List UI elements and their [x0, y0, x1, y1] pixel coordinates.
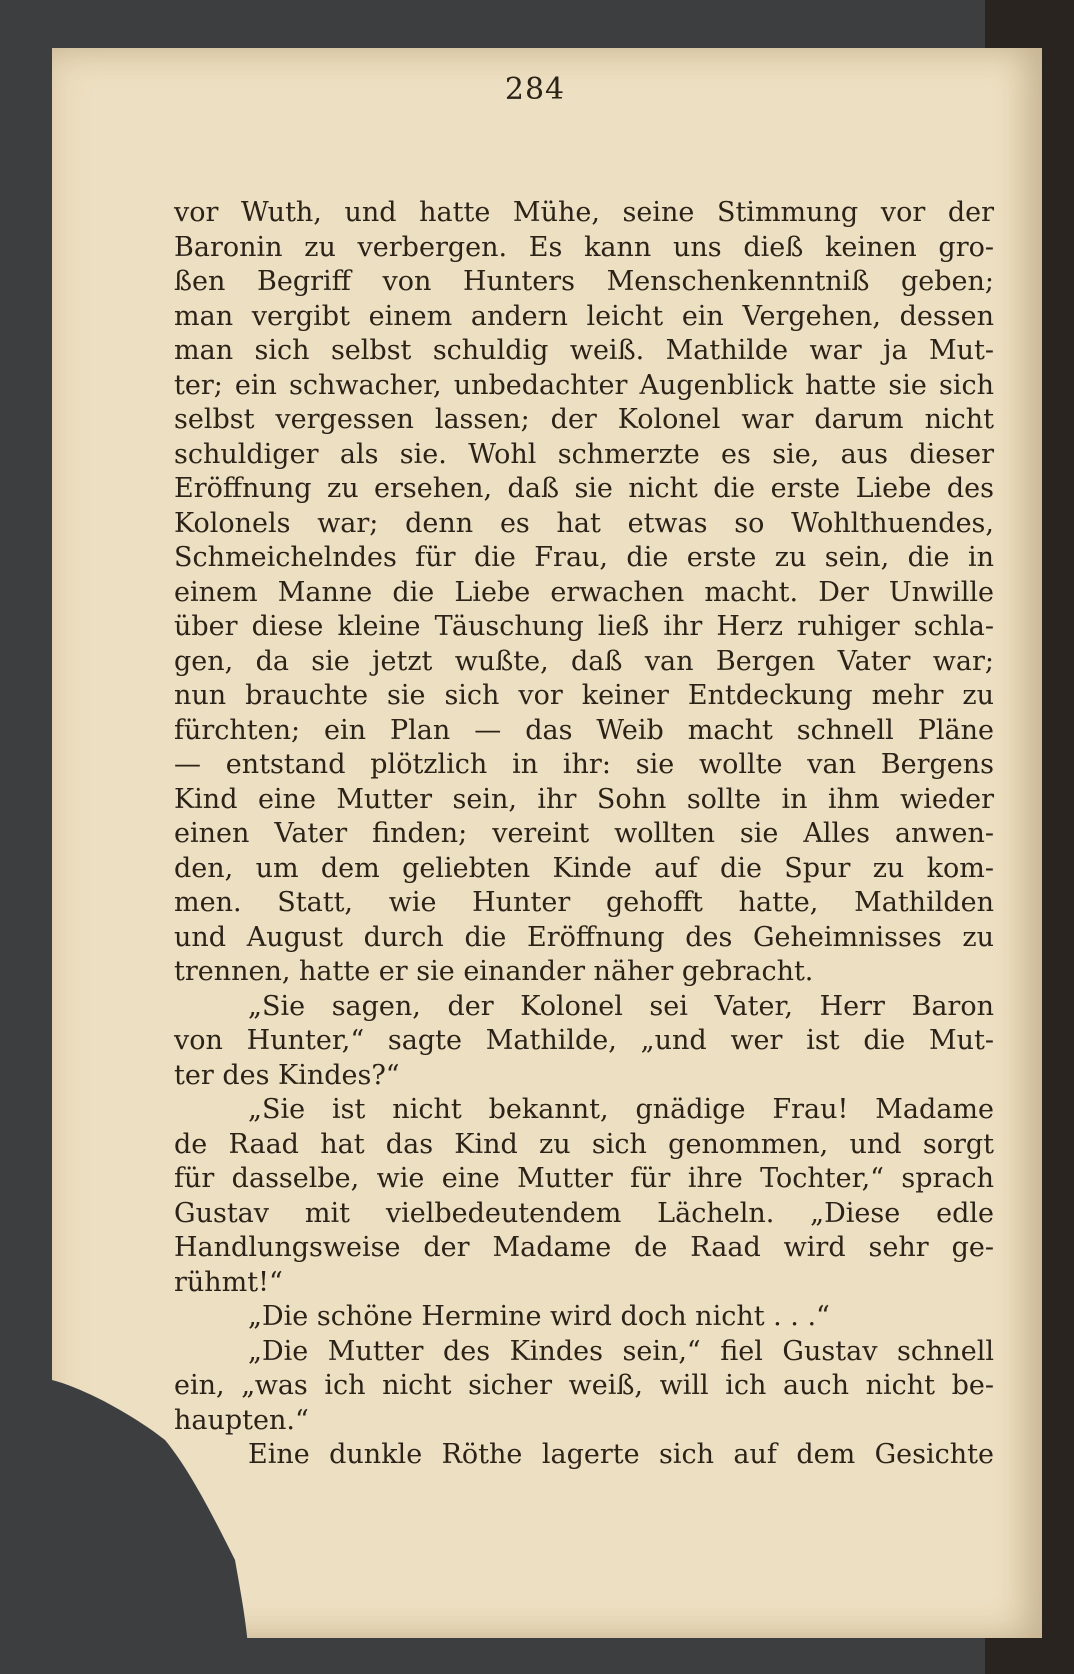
text-line: Baronin zu verbergen. Es kann uns dieß keinen gro- [174, 231, 994, 263]
text-line: von Hunter,“ sagte Mathilde, „und wer ist die Mut- [174, 1025, 994, 1056]
text-line: man sich selbst schuldig weiß. Mathilde war ja Mut- [174, 335, 994, 366]
text-line: Eröffnung zu ersehen, daß sie nicht die erste Liebe des [174, 473, 994, 504]
text-line: über diese kleine Täuschung ließ ihr Herz ruhiger schla- [174, 611, 994, 642]
text-line: „Sie ist nicht bekannt, gnädige Frau! Madame [248, 1094, 994, 1125]
text-line: ein, „was ich nicht sicher weiß, will ich auch nicht be- [174, 1370, 994, 1401]
text-line: rühmt!“ [174, 1266, 283, 1298]
text-line: einen Vater finden; vereint wollten sie Alles anwen- [174, 818, 994, 849]
text-line: ter; ein schwacher, unbedachter Augenblick hatte sie sich [174, 369, 994, 401]
body-text [174, 196, 994, 1473]
text-line: Eine dunkle Röthe lagerte sich auf dem Gesichte [248, 1439, 994, 1470]
text-line: Gustav mit vielbedeutendem Lächeln. „Diese edle [174, 1197, 994, 1229]
text-line: ter des Kindes?“ [174, 1059, 400, 1091]
text-line: vor Wuth, und hatte Mühe, seine Stimmung vor der [174, 197, 994, 228]
text-line: „Die Mutter des Kindes sein,“ fiel Gustav schnell [248, 1335, 994, 1367]
text-line: Kolonels war; denn es hat etwas so Wohlthuendes, [174, 507, 994, 539]
text-line: „Die schöne Hermine wird doch nicht . . .“ [248, 1301, 830, 1332]
text-line: „Sie sagen, der Kolonel sei Vater, Herr Baron [248, 990, 994, 1022]
text-line: den, um dem geliebten Kinde auf die Spur zu kom- [174, 852, 994, 884]
text-line: Kind eine Mutter sein, ihr Sohn sollte in ihm wieder [174, 783, 994, 815]
text-line: Schmeichelndes für die Frau, die erste zu sein, die in [174, 542, 994, 573]
text-line: men. Statt, wie Hunter gehofft hatte, Mathilden [174, 887, 994, 918]
text-line: schuldiger als sie. Wohl schmerzte es sie, aus dieser [174, 438, 994, 470]
text-line: — entstand plötzlich in ihr: sie wollte van Bergens [174, 749, 994, 780]
page-number: 284 [504, 72, 566, 107]
text-line: einem Manne die Liebe erwachen macht. Der Unwille [174, 576, 994, 608]
text-line: trennen, hatte er sie einander näher gebracht. [174, 956, 814, 987]
text-line: selbst vergessen lassen; der Kolonel war darum nicht [174, 404, 994, 435]
text-line: fürchten; ein Plan — das Weib macht schnell Pläne [174, 714, 994, 746]
text-line: nun brauchte sie sich vor keiner Entdeckung mehr zu [174, 680, 994, 711]
text-line: man vergibt einem andern leicht ein Vergehen, dessen [174, 300, 994, 332]
text-line: und August durch die Eröffnung des Geheimnisses zu [174, 921, 994, 953]
text-line: Handlungsweise der Madame de Raad wird sehr ge- [174, 1232, 994, 1263]
text-line: für dasselbe, wie eine Mutter für ihre Tochter,“ sprach [174, 1163, 994, 1194]
text-line: haupten.“ [174, 1404, 309, 1436]
text-line: ßen Begriff von Hunters Menschenkenntniß geben; [174, 266, 994, 297]
text-line: de Raad hat das Kind zu sich genommen, und sorgt [174, 1128, 994, 1160]
text-line: gen, da sie jetzt wußte, daß van Bergen Vater war; [174, 645, 994, 677]
